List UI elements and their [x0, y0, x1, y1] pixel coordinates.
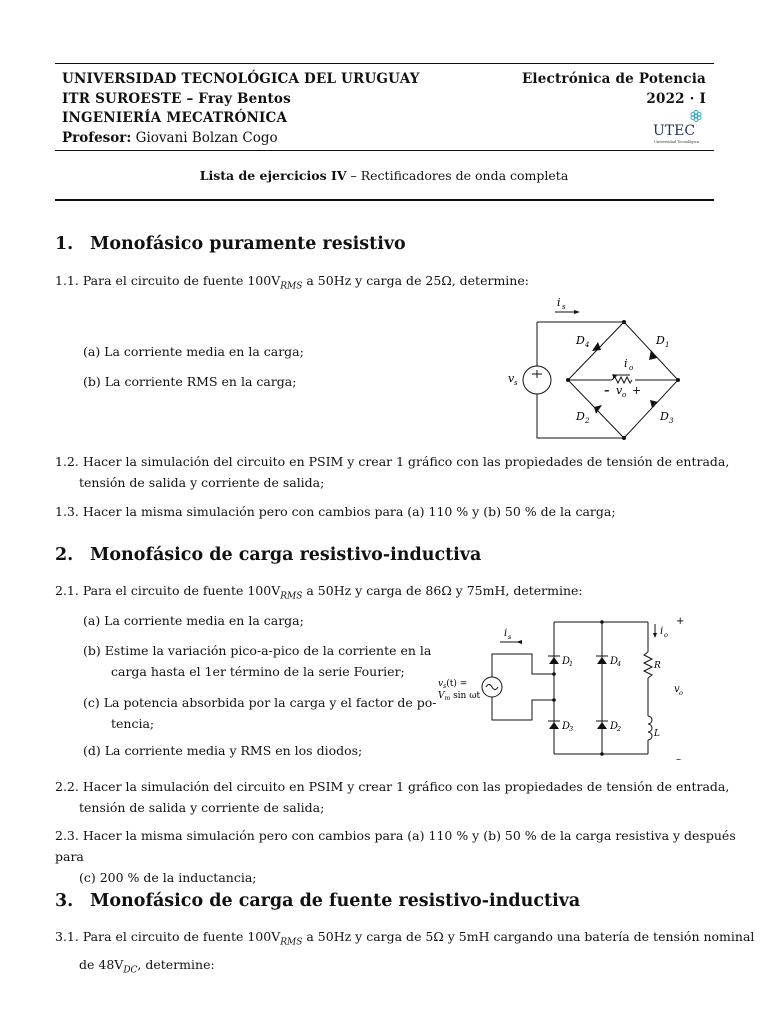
svg-text:D: D [562, 721, 571, 732]
svg-text:o: o [679, 689, 683, 697]
svg-text:D: D [576, 334, 585, 347]
university-name: UNIVERSIDAD TECNOLÓGICA DEL URUGUAY [62, 71, 420, 87]
document-subtitle [0, 168, 768, 183]
campus-name: ITR SUROESTE – Fray Bentos [62, 90, 291, 107]
svg-text:–: – [604, 384, 610, 397]
section-1-heading [55, 234, 406, 254]
svg-text:4: 4 [617, 660, 622, 668]
svg-text:+: + [632, 384, 642, 397]
program-name: INGENIERÍA MECATRÓNICA [62, 110, 288, 126]
svg-text:o: o [664, 631, 668, 639]
svg-text:D: D [656, 334, 665, 347]
section-1-title: Monofásico puramente resistivo [90, 234, 406, 254]
question-1-1-a: (a) La corriente media en la carga; [83, 344, 304, 359]
logo-subtext: Universidad Tecnológica [654, 140, 699, 144]
bridge-rectifier-circuit-2 [436, 612, 696, 768]
svg-text:D: D [610, 656, 619, 667]
svg-text:i: i [504, 628, 508, 639]
svg-text:i: i [624, 357, 628, 370]
svg-text:v: v [616, 384, 623, 397]
question-2-1-a: (a) La corriente media en la carga; [83, 613, 304, 628]
question-2-1-b: (b) Estime la variación pico-a-pico de la corriente en la carga hasta el 1er término de la serie Fourier; [83, 643, 432, 679]
question-1-1: 1.1. Para el circuito de fuente $100V_{RMS}$ a 50Hz y carga de 25Ω, determine: [55, 273, 529, 292]
svg-text:1: 1 [665, 341, 670, 349]
svg-text:D: D [610, 721, 619, 732]
question-2-3: 2.3. Hacer la misma simulación pero con cambios para (a) 110 % y (b) 50 % de la carga resistiva y después para (c) 200 % de la inductancia; [55, 828, 736, 885]
svg-text:–: – [676, 754, 681, 765]
svg-text:R: R [654, 661, 661, 671]
section-3-number: 3. [55, 891, 74, 911]
section-3-title: Monofásico de carga de fuente resistivo-inductiva [90, 891, 581, 911]
svg-text:s: s [562, 303, 566, 311]
svg-text:vs(t) =: $v_s(t)$ = [438, 679, 468, 690]
term: 2022 · I [646, 90, 706, 107]
professor-label: Profesor: [62, 129, 132, 146]
svg-text:3: 3 [569, 725, 574, 733]
svg-text:Vm sin ωt: $V_m$ sin ωt [438, 691, 481, 702]
subtitle-bold: Lista de ejercicios IV [199, 168, 347, 183]
section-2-number: 2. [55, 545, 74, 565]
svg-text:i: i [557, 296, 561, 309]
question-2-1: 2.1. Para el circuito de fuente $100V_{RMS}$ a 50Hz y carga de 86Ω y 75mH, determine: [55, 583, 583, 602]
svg-text:1: 1 [569, 660, 574, 668]
svg-text:2: 2 [585, 417, 590, 425]
svg-text:2: 2 [617, 725, 622, 733]
section-2-heading [55, 545, 481, 565]
svg-text:s: s [508, 633, 512, 641]
svg-text:s: s [514, 379, 518, 387]
svg-text:i: i [660, 626, 664, 637]
svg-text:o: o [622, 391, 627, 399]
subtitle-rest: – Rectificadores de onda completa [346, 168, 569, 183]
section-2-title: Monofásico de carga resistivo-inductiva [90, 545, 482, 565]
svg-text:D: D [660, 410, 669, 423]
svg-text:4: 4 [585, 341, 590, 349]
svg-text:L: L [654, 729, 660, 739]
section-1-number: 1. [55, 234, 74, 254]
flower-icon [650, 108, 710, 148]
svg-text:v: v [508, 372, 515, 385]
question-3-1: 3.1. Para el circuito de fuente $100V_{RMS}$ a 50Hz y carga de 5Ω y 5mH cargando una batería de tensión nominal de $48V_{DC}$, determine: [55, 929, 755, 975]
question-2-1-c: (c) La potencia absorbida por la carga y el factor de po- tencia; [83, 695, 437, 731]
logo-text: UTEC [653, 123, 696, 139]
question-1-1-b: (b) La corriente RMS en la carga; [83, 374, 297, 389]
svg-text:o: o [629, 364, 634, 372]
top-rule [55, 63, 714, 64]
svg-text:D: D [562, 656, 571, 667]
svg-text:D: D [576, 410, 585, 423]
question-1-3: 1.3. Hacer la misma simulación pero con cambios para (a) 110 % y (b) 50 % de la carga; [55, 504, 616, 519]
svg-text:3: 3 [669, 417, 674, 425]
question-2-1-d: (d) La corriente media y RMS en los diodos; [83, 743, 363, 758]
professor-line [62, 129, 278, 149]
svg-text:v: v [674, 684, 680, 695]
subtitle-rule [55, 199, 714, 201]
question-1-2: 1.2. Hacer la simulación del circuito en PSIM y crear 1 gráfico con las propiedades de tensión de entrada, tensión de salida y corriente de salida; [55, 454, 730, 490]
professor-name: Giovani Bolzan Cogo [135, 129, 278, 146]
bridge-rectifier-circuit-1 [500, 292, 700, 442]
utec-logo [650, 108, 710, 148]
svg-text:+: + [676, 616, 685, 627]
course-name: Electrónica de Potencia [521, 71, 706, 87]
header-rule [55, 150, 714, 151]
question-2-2: 2.2. Hacer la simulación del circuito en PSIM y crear 1 gráfico con las propiedades de tensión de entrada, tensión de salida y corriente de salida; [55, 779, 730, 815]
section-3-heading [55, 891, 580, 911]
